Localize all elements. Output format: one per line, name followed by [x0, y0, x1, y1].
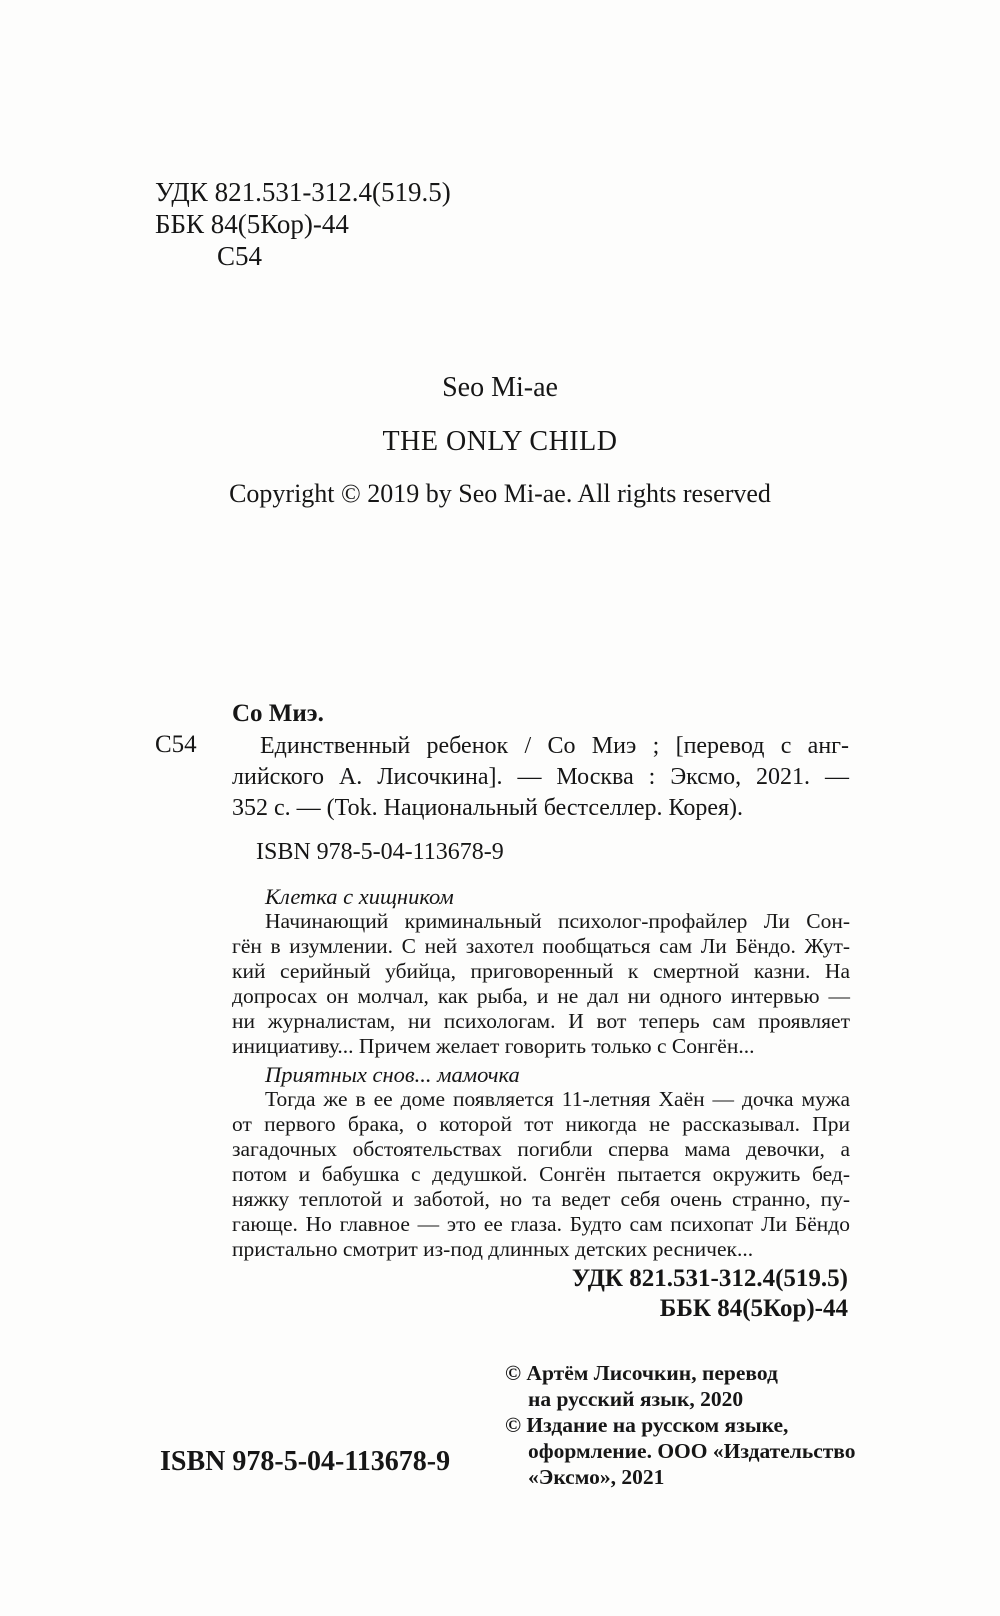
- annotation-line: гён в изумлении. С ней захотел пообщаться сам Ли Бёндо. Жут-: [232, 934, 850, 958]
- original-author: Seo Mi-ae: [442, 372, 558, 403]
- annotation: [232, 884, 850, 1262]
- bottom-isbn: ISBN 978-5-04-113678-9: [160, 1446, 451, 1477]
- bottom-classification-codes: [448, 1264, 848, 1324]
- annotation-line: ни журналистам, ни психологам. И вот теперь сам проявляет: [232, 1009, 850, 1033]
- catalog-isbn: ISBN 978-5-04-113678-9: [256, 839, 504, 865]
- translation-copyright-line: на русский язык, 2020: [528, 1387, 744, 1411]
- annotation-line: гающе. Но главное — это ее глаза. Будто сам психопат Ли Бёндо: [232, 1212, 850, 1236]
- publisher-copyrights: [505, 1360, 856, 1490]
- annotation-line: кий серийный убийца, приговоренный к смертной казни. На: [232, 959, 850, 983]
- author-sign-code: С54: [217, 241, 263, 271]
- annotation-line: Тогда же в ее доме появляется 11-летняя Хаён — дочка мужа: [265, 1087, 850, 1111]
- catalog-entry-line: 352 с. — (Tok. Национальный бестселлер. Корея).: [232, 795, 744, 821]
- annotation-line: Начинающий криминальный психолог-профайлер Ли Сон-: [265, 909, 850, 933]
- annotation-line: няжку теплотой и заботой, но та ведет себя очень странно, пу-: [232, 1187, 850, 1211]
- catalog-entry-line: лийского А. Лисочкина]. — Москва : Эксмо, 2021. —: [232, 764, 849, 790]
- annotation-line: потом и бабушка с дедушкой. Сонгён пытается окружить бед-: [232, 1162, 850, 1186]
- catalog-entry-line: Единственный ребенок / Со Миэ ; [перевод с анг-: [260, 733, 849, 759]
- edition-copyright-line: © Издание на русском языке,: [505, 1413, 789, 1437]
- bbk-code: ББК 84(5Кор)-44: [155, 209, 349, 239]
- bbk-code-bottom: ББК 84(5Кор)-44: [659, 1295, 848, 1322]
- catalog-author: Со Миэ.: [232, 700, 324, 727]
- annotation-line: инициативу... Причем желает говорить только с Сонгён...: [232, 1034, 755, 1058]
- top-classification-codes: [155, 176, 451, 272]
- annotation-line: допросах он молчал, как рыба, и не дал ни одного интервью —: [232, 984, 850, 1008]
- original-title: THE ONLY CHILD: [382, 426, 618, 457]
- udc-code-bottom: УДК 821.531-312.4(519.5): [571, 1265, 848, 1292]
- annotation-line: пристально смотрит из-под длинных детских ресничек...: [232, 1237, 754, 1261]
- annotation-line: загадочных обстоятельствах погибли сперва мама девочки, а: [232, 1137, 850, 1161]
- original-copyright-notice: Copyright © 2019 by Seo Mi-ae. All rights reserved: [229, 479, 771, 508]
- edition-copyright-line: «Эксмо», 2021: [528, 1465, 665, 1489]
- translation-copyright-line: © Артём Лисочкин, перевод: [505, 1361, 778, 1385]
- edition-copyright-line: оформление. ООО «Издательство: [528, 1439, 856, 1463]
- catalog-entry: [232, 731, 849, 824]
- annotation-line: от первого брака, о которой тот никогда не рассказывал. При: [232, 1112, 850, 1136]
- catalog-author-sign: С54: [155, 731, 197, 758]
- annotation-section1-title: Клетка с хищником: [265, 884, 454, 909]
- udc-code: УДК 821.531-312.4(519.5): [155, 177, 451, 207]
- annotation-section2-title: Приятных снов... мамочка: [265, 1062, 520, 1087]
